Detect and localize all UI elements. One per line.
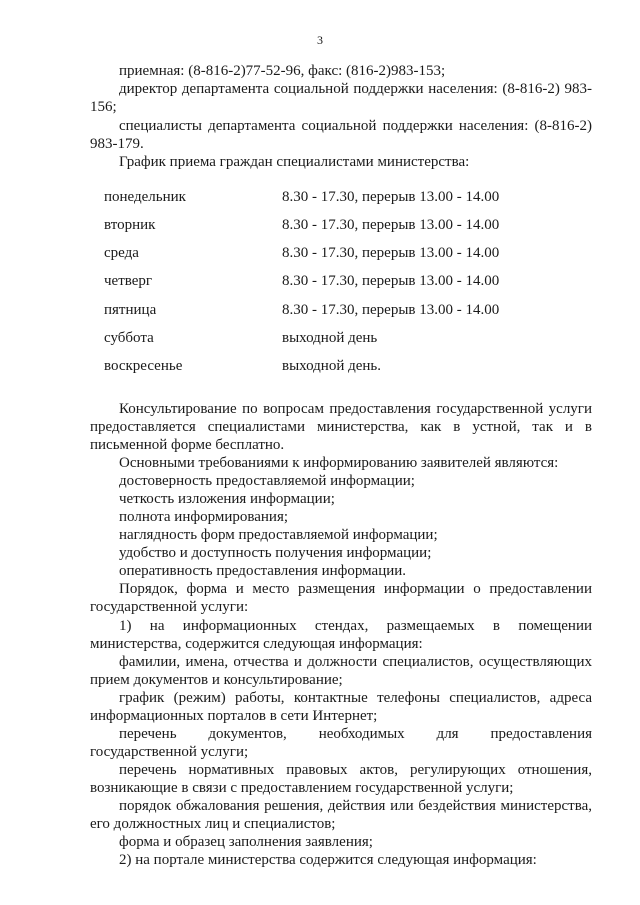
body-line: график (режим) работы, контактные телефоны специалистов, адреса	[119, 690, 592, 706]
schedule-row	[104, 189, 524, 206]
schedule-time: 8.30 - 17.30, перерыв 13.00 - 14.00	[282, 302, 500, 318]
body-line: письменной форме бесплатно.	[90, 437, 285, 453]
body-line: Порядок, форма и место размещения информации о предоставлении	[119, 581, 592, 597]
schedule-day: понедельник	[104, 189, 186, 205]
schedule-time: 8.30 - 17.30, перерыв 13.00 - 14.00	[282, 273, 500, 289]
schedule-row	[104, 302, 524, 319]
body-line: государственной услуги:	[90, 599, 249, 615]
schedule-day: вторник	[104, 217, 156, 233]
body-line: достоверность предоставляемой информации;	[119, 473, 415, 489]
specialists-line-1: специалисты департамента социальной поддержки населения: (8-816-2)	[119, 118, 592, 134]
director-line-2: 156;	[90, 99, 117, 115]
body-line: 1) на информационных стендах, размещаемых в помещении	[119, 618, 592, 634]
schedule-time: 8.30 - 17.30, перерыв 13.00 - 14.00	[282, 217, 500, 233]
schedule-day: среда	[104, 245, 139, 261]
body-line: оперативность предоставления информации.	[119, 563, 407, 579]
schedule-time: 8.30 - 17.30, перерыв 13.00 - 14.00	[282, 189, 500, 205]
schedule-intro: График приема граждан специалистами министерства:	[119, 154, 470, 170]
body-line: перечень документов, необходимых для предоставления	[119, 726, 592, 742]
schedule-row	[104, 273, 524, 290]
body-line: удобство и доступность получения информации;	[119, 545, 432, 561]
body-line: четкость изложения информации;	[119, 491, 335, 507]
specialists-line-2: 983-179.	[90, 136, 144, 152]
schedule-row	[104, 330, 524, 347]
schedule-day: суббота	[104, 330, 154, 346]
body-line: порядок обжалования решения, действия или бездействия министерства,	[119, 798, 592, 814]
body-line: министерства, содержится следующая информация:	[90, 636, 423, 652]
body-line: прием документов и консультирование;	[90, 672, 343, 688]
body-line: возникающие в связи с предоставлением государственной услуги;	[90, 780, 514, 796]
schedule-time: выходной день.	[282, 358, 382, 374]
body-line: фамилии, имена, отчества и должности специалистов, осуществляющих	[119, 654, 592, 670]
body-line: государственной услуги;	[90, 744, 249, 760]
schedule-time: выходной день	[282, 330, 378, 346]
body-line: его должностных лиц и специалистов;	[90, 816, 336, 832]
schedule-day: пятница	[104, 302, 157, 318]
reception-line: приемная: (8-816-2)77-52-96, факс: (816-2)983-153;	[119, 63, 446, 79]
schedule-time: 8.30 - 17.30, перерыв 13.00 - 14.00	[282, 245, 500, 261]
schedule-day: четверг	[104, 273, 153, 289]
body-line: информационных порталов в сети Интернет;	[90, 708, 378, 724]
body-line: полнота информирования;	[119, 509, 289, 525]
body-line: Консультирование по вопросам предоставления государственной услуги	[119, 401, 592, 417]
body-line: 2) на портале министерства содержится следующая информация:	[119, 852, 537, 868]
body-line: перечень нормативных правовых актов, регулирующих отношения,	[119, 762, 592, 778]
body-line: предоставляется специалистами министерства, как в устной, так и в	[90, 419, 592, 435]
page-number: 3	[317, 33, 323, 47]
schedule-row	[104, 217, 524, 234]
schedule-row	[104, 245, 524, 262]
director-line-1: директор департамента социальной поддержки населения: (8-816-2) 983-	[119, 81, 592, 97]
body-line: Основными требованиями к информированию заявителей являются:	[119, 455, 559, 471]
body-line: форма и образец заполнения заявления;	[119, 834, 373, 850]
schedule-day: воскресенье	[104, 358, 183, 374]
body-line: наглядность форм предоставляемой информации;	[119, 527, 438, 543]
schedule-row	[104, 358, 524, 375]
